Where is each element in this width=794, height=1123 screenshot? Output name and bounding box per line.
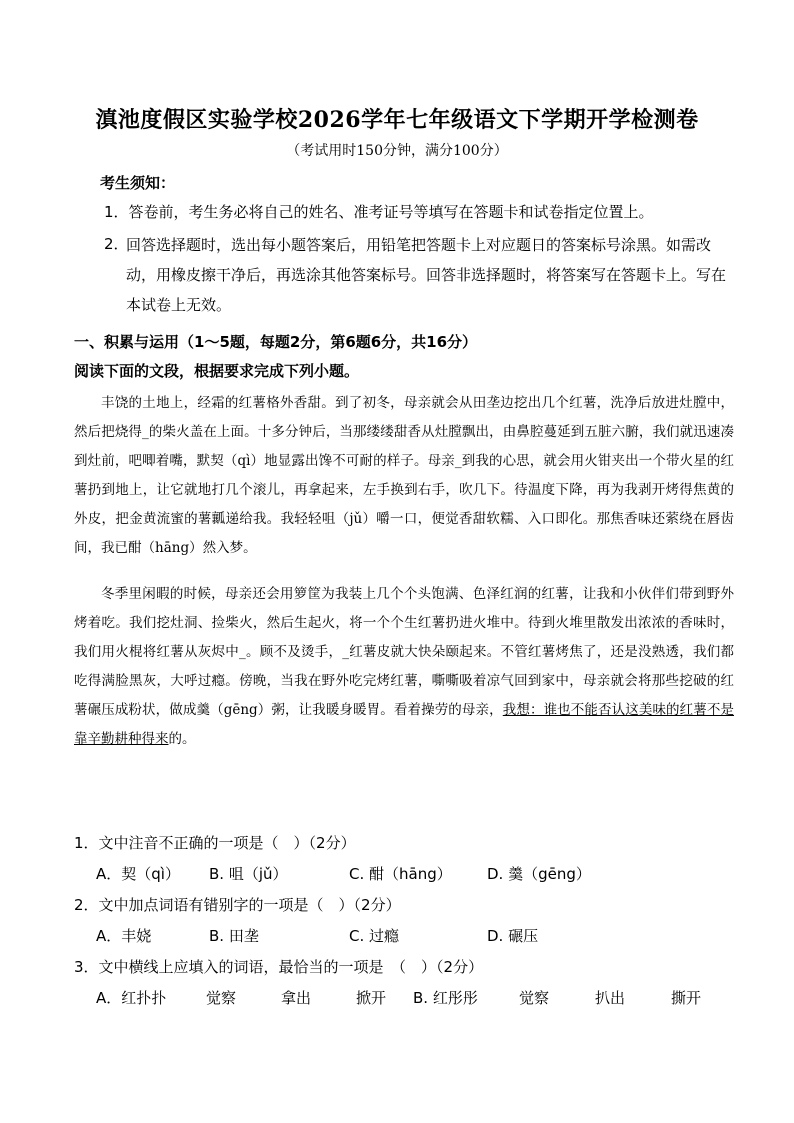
exam-subtitle: （考试用时150分钟，满分100分） xyxy=(286,143,508,159)
passage-text: 冬季里闲暇的时候，母亲还会用箩筐为我装上几个个头饱满、色泽红润的红薯，让我和小伙伴们带到野外烤着吃。我们挖灶洞、捡柴火，然后生起火，将一个个生红薯扔进火堆中。待到火堆里散发出浓浓的香味时，我们用火棍将红薯从灰烬中_。顾不及烫手，_红薯皮就大快朵颐起来。不管红薯烤焦了，还是没熟透，我们都吃得满脸黑灰，大呼过瘾。傍晚，当我在野外吃完烤红薯，嘶嘶吸着凉气回到家中，母亲就会将那些挖破的红薯碾压成粉状，做成羹（gēng）粥，让我暖身暖胃。看着操劳的母亲， xyxy=(74,586,734,718)
option-d: D. 羹（gēng） xyxy=(487,865,591,883)
notice-item-1 xyxy=(104,201,654,222)
notice-item-number: 1． xyxy=(104,203,129,221)
passage-paragraph-1: 丰饶的土地上，经霜的红薯格外香甜。到了初冬，母亲就会从田垄边挖出几个红薯，洗净后放进灶膛中，然后把烧得_的柴火盖在上面。十多分钟后，当那缕缕甜香从灶膛飘出，由鼻腔蔓延到五脏六腑，我们就迅速凑到灶前，吧唧着嘴，默契（qì）地显露出馋不可耐的样子。母亲_到我的心思，就会用火钳夹出一个带火星的红薯扔到地上，让它就地打几个滚儿，再拿起来，左手换到右手，吹几下。待温度下降，再为我剥开烤得焦黄的外皮，把金黄流蜜的薯瓤递给我。我轻轻咀（jǔ）嚼一口，便觉香甜软糯、入口即化。那焦香味还萦绕在唇齿间，我已酣（hāng）然入梦。 xyxy=(74,395,734,556)
passage-text-end: 的。 xyxy=(168,731,196,747)
option-a-word-4: 掀开 xyxy=(356,989,387,1007)
exam-title: 滇池度假区实验学校2026学年七年级语文下学期开学检测卷 xyxy=(95,107,699,133)
reading-passage xyxy=(74,389,734,754)
question-2-options xyxy=(96,925,538,946)
option-c: C. 酣（hāng） xyxy=(349,865,452,883)
notice-item-2-text: 回答选择题时，选出每小题答案后，用铅笔把答题卡上对应题日的答案标号涂黑。如需改动，用橡皮擦干净后，再选涂其他答案标号。回答非选择题时，将答案写在答题卡上。写在本试卷上无效。 xyxy=(126,236,727,314)
option-b: B. 田垄 xyxy=(209,927,259,945)
option-d: D. 碾压 xyxy=(487,927,539,945)
question-2-stem: 2．文中加点词语有错别字的一项是（ ）（2分） xyxy=(74,896,401,914)
option-a: A．契（qì） xyxy=(96,865,180,883)
passage-paragraph-2 xyxy=(74,580,734,754)
section-instruction: 阅读下面的文段，根据要求完成下列小题。 xyxy=(74,362,360,380)
question-1-options xyxy=(96,863,591,884)
question-1-stem: 1．文中注音不正确的一项是（ ）（2分） xyxy=(74,834,356,852)
option-b: B. 红彤彤 xyxy=(413,989,478,1007)
question-3-stem: 3．文中横线上应填入的词语，最恰当的一项是 （ ）（2分） xyxy=(74,958,484,976)
notice-heading: 考生须知： xyxy=(100,174,176,192)
option-b-word-3: 扒出 xyxy=(595,989,626,1007)
option-b-word-4: 撕开 xyxy=(671,989,702,1007)
option-a-word-2: 觉察 xyxy=(206,989,237,1007)
option-c: C. 过瘾 xyxy=(349,927,400,945)
option-b: B. 咀（jǔ） xyxy=(209,865,288,883)
notice-item-text: 答卷前，考生务必将自己的姓名、准考证号等填写在答题卡和试卷指定位置上。 xyxy=(128,203,654,221)
option-a: A．丰娆 xyxy=(96,927,152,945)
option-b-word-2: 觉察 xyxy=(519,989,550,1007)
option-a-word-3: 拿出 xyxy=(281,989,312,1007)
option-a: A．红扑扑 xyxy=(96,989,167,1007)
underlined-sentence: 我想：谁也不能否认这美味的红薯不是靠辛勤耕种得来 xyxy=(74,702,734,747)
question-3-options xyxy=(96,987,701,1008)
notice-item-2-number: 2． xyxy=(104,235,129,253)
section-heading: 一、积累与运用（1～5题，每题2分，第6题6分，共16分） xyxy=(74,333,478,351)
